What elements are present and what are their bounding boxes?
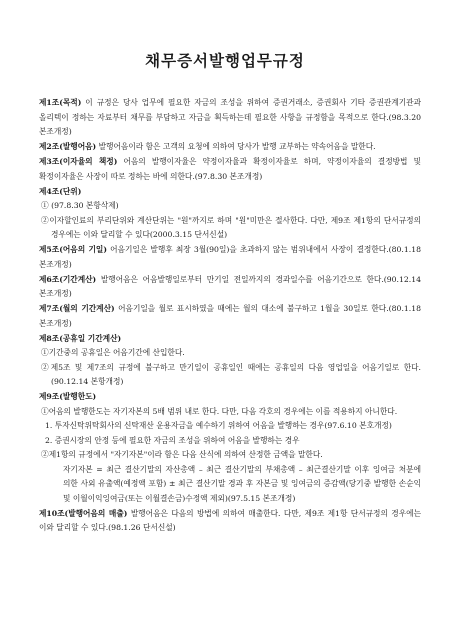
article-7 [39,302,421,331]
capital-formula: 자기자본 = 최근 결산기말의 자산총액 – 최근 결산기말의 부채총액 – 최근결산기말 이후 잉여금 처분에 의한 사외 유출액(예정액 포함) ± 최근 결산기말 경과 후 자본금 및 잉여금의 증감액(당기중 발행한 손순익 및 이월이익잉여금(또는 이월결손금)수정액 제외)(97.5.15 본조개정) [63,464,421,503]
article-heading: 제7조(월의 기간계산) [39,304,115,313]
article-paragraph: ②제5조 및 제7조의 규정에 불구하고 만기일이 공휴일인 때에는 공휴일의 다음 영업일을 어음기일로 한다.(90.12.14 본항개정) [41,362,421,386]
article-4 [39,185,421,243]
article-text: 발행어음이라 함은 고객의 요청에 의하여 당사가 발행 교부하는 약속어음을 말한다. [96,142,376,151]
article-1 [39,96,421,140]
article-heading: 제3조(이자율의 책정) [39,157,118,166]
document-title: 채무증서발행업무규정 [145,51,305,70]
article-item: 2. 증권시장의 안정 등에 필요한 자금의 조성을 위하여 어음을 발행하는 경우 [45,435,300,445]
article-paragraph: ①기간중의 공휴일은 어음기간에 산입한다. [41,348,185,357]
article-8 [39,332,421,390]
article-heading: 제10조(발행어음의 매출) [39,508,128,518]
article-text: 발행어음은 어음발행일로부터 만기일 전일까지의 경과일수를 어음기간으로 한다.(90.12.14 본조개정) [39,274,421,298]
article-heading: 제1조(목적) [39,98,82,107]
article-paragraph: ②제1항의 규정에서 "자기자본"이라 함은 다음 산식에 의하여 산정한 금액을 말한다. [41,450,323,459]
article-text: 어음기일을 월로 표시하였을 때에는 월의 대소에 불구하고 1월을 30일로 한다.(80.1.18 본조개정) [39,304,421,328]
article-text: 어음의 발행이자율은 약정이자율과 확정이자율로 하며, 약정이자율의 결정방법 및 확정이자율은 사장이 따로 정하는 바에 의한다.(97.8.30 본조개정) [39,157,421,181]
article-heading: 제4조(단위) [39,186,82,196]
article-5 [39,243,421,272]
article-paragraph: ①어음의 발행한도는 자기자본의 5배 범위 내로 한다. 다만, 다음 각호의 경우에는 이를 적용하지 아니한다. [41,406,398,416]
article-10 [39,507,421,536]
article-heading: 제2조(발행어음) [39,142,97,151]
article-heading: 제8조(공휴일 기간계산) [39,333,122,343]
document-body [39,96,421,536]
article-paragraph: ②이자할인료의 부리단위와 계산단위는 "원"까지로 하며 "원"미만은 절사한다. 다만, 제9조 제1항의 단서규정의 경우에는 이와 달리할 수 있다(2000.3.15 단서신설) [41,215,421,239]
article-heading: 제5조(어음의 기일) [39,245,107,254]
article-heading: 제6조(기간계산) [39,274,97,284]
article-text: 어음기일은 발행후 최장 3월(90일)을 초과하지 않는 범위내에서 사장이 결정한다.(80.1.18 본조개정) [39,245,421,269]
article-text: 발행어음은 다음의 방법에 의하여 매출한다. 다만, 제9조 제1항 단서규정의 경우에는 이와 달리할 수 있다.(98.1.26 단서신설) [39,508,421,532]
article-9 [39,390,421,506]
article-2 [39,140,421,155]
article-heading: 제9조(발행한도) [39,392,97,401]
article-item: 1. 투자신탁위탁회사의 신탁재산 운용자금을 예수하기 위하여 어음을 발행하는 경우(97.6.10 본호개정) [45,421,392,430]
article-text: 이 규정은 당사 업무에 필요한 자금의 조성을 위하여 증권거래소, 증권회사 기타 증권관계기관과 올리텍이 정하는 자료부터 채무를 부담하고 자금을 획득하는데 필요한 사항을 규정함을 목적으로 한다.(98.3.20 본조개정) [39,98,421,136]
article-paragraph: ① (97.8.30 본항삭제) [41,201,119,210]
article-6 [39,273,421,302]
article-3 [39,155,421,184]
